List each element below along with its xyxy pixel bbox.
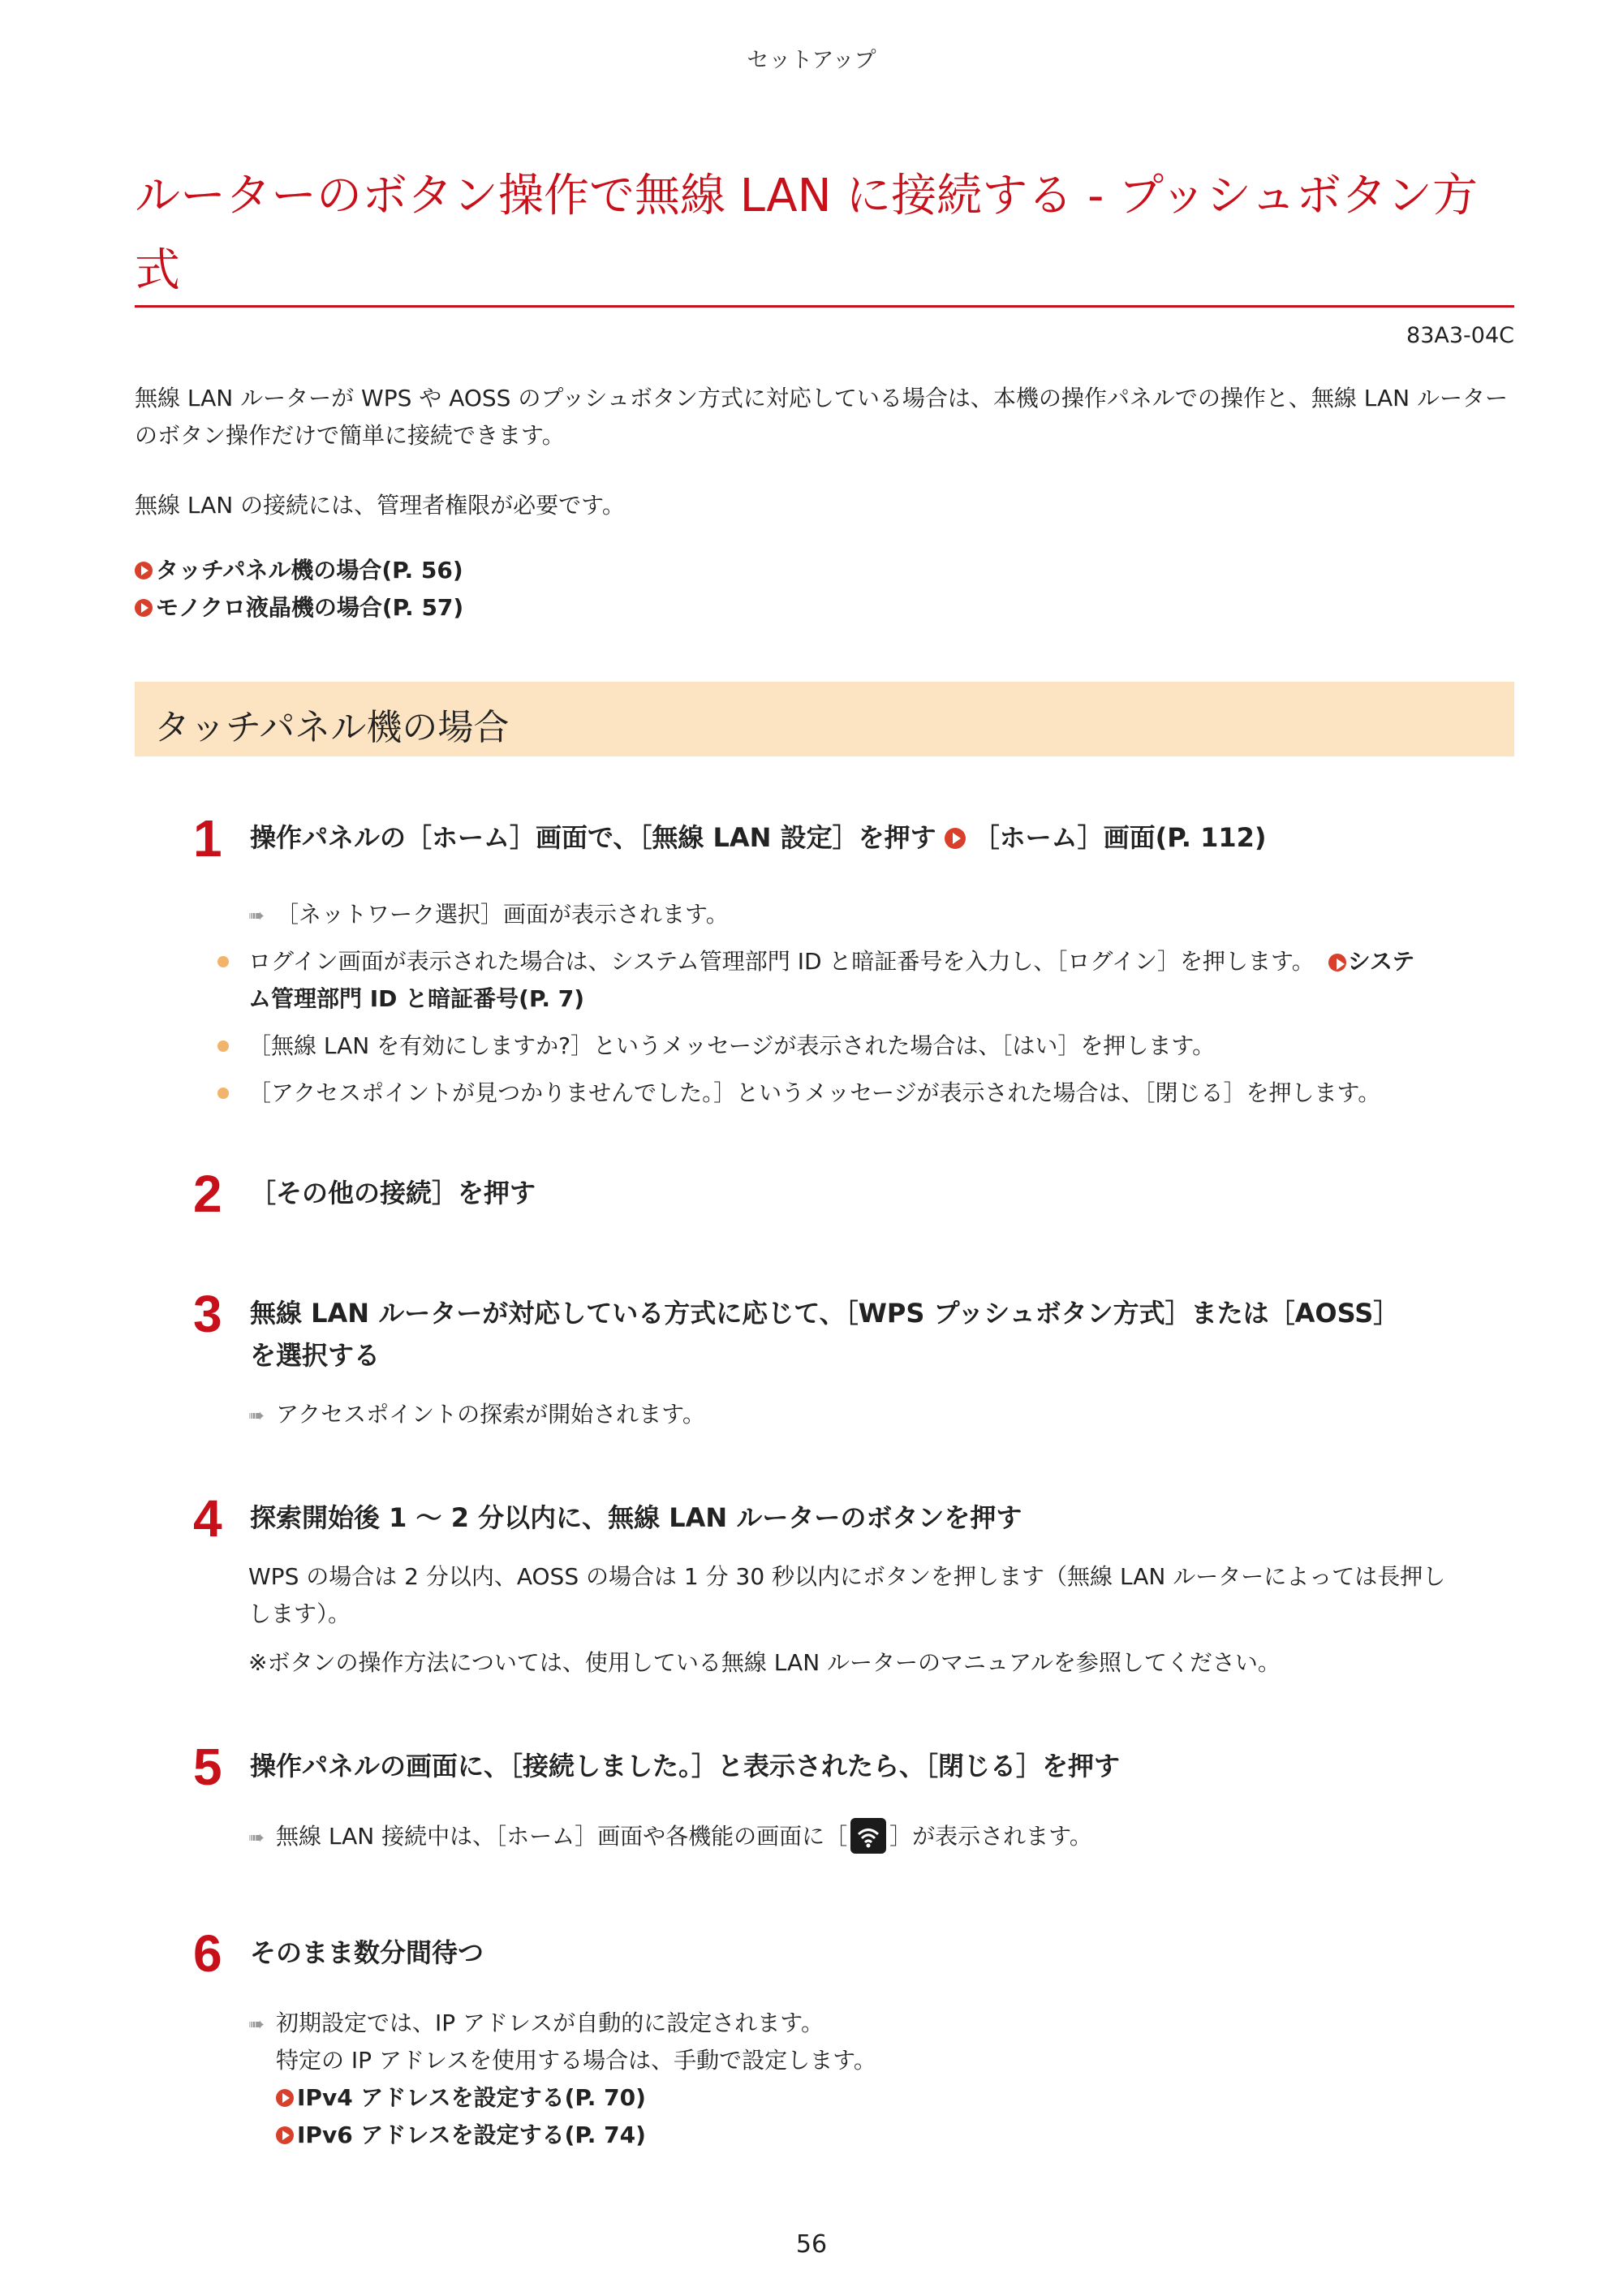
result-text: 初期設定では、IP アドレスが自動的に設定されます。 (276, 2010, 824, 2036)
document-code: 83A3-04C (1406, 323, 1514, 348)
section-header (135, 682, 1514, 756)
step-link-home[interactable]: ［ホーム］画面(P. 112) (973, 822, 1267, 853)
result-arrow-icon: ➠ (248, 1404, 265, 1427)
bullet-item (217, 943, 1514, 1018)
bullet-text: ［アクセスポイントが見つかりませんでした。］というメッセージが表示された場合は、［閉じる］を押します。 (248, 1079, 1381, 1106)
bullet-item (217, 1075, 1547, 1112)
step-heading: ［その他の接続］を押す (250, 1178, 536, 1208)
step-heading: 操作パネルの画面に、［接続しました。］と表示されたら、［閉じる］を押す (250, 1751, 1121, 1781)
result-arrow-icon: ➠ (248, 1826, 265, 1849)
link-arrow-icon (135, 599, 153, 617)
section-title: タッチパネル機の場合 (154, 707, 510, 748)
step-text: 操作パネルの［ホーム］画面で、［無線 LAN 設定］を押す (250, 822, 936, 853)
admin-note: 無線 LAN の接続には、管理者権限が必要です。 (135, 492, 625, 519)
result-text-b: ］が表示されます。 (889, 1823, 1092, 1850)
step-number: 1 (193, 809, 222, 868)
step-heading: そのまま数分間待つ (250, 1937, 484, 1968)
link-label: IPv6 アドレスを設定する(P. 74) (297, 2122, 646, 2148)
step-heading: 探索開始後 1 〜 2 分以内に、無線 LAN ルーターのボタンを押す (250, 1502, 1022, 1533)
wifi-icon (850, 1818, 886, 1854)
link-arrow-icon (276, 2126, 294, 2144)
result-text: ［ネットワーク選択］画面が表示されます。 (276, 901, 729, 928)
step-body-note: ※ボタンの操作方法については、使用している無線 LAN ルーターのマニュアルを参照してください。 (248, 1649, 1281, 1676)
bullet-item (217, 1027, 1547, 1065)
step-body (248, 1558, 1514, 1633)
step-result-detail: 特定の IP アドレスを使用する場合は、手動で設定します。 (276, 2047, 876, 2074)
step-number: 6 (193, 1924, 222, 1983)
step-number: 4 (193, 1489, 222, 1548)
link-arrow-icon (135, 562, 153, 579)
link-ipv4[interactable] (276, 2079, 646, 2117)
bullet-link-cont[interactable]: ム管理部門 ID と暗証番号(P. 7) (248, 985, 584, 1012)
result-text-a: 無線 LAN 接続中は、［ホーム］画面や各機能の画面に［ (276, 1823, 848, 1850)
link-ipv6[interactable] (276, 2117, 646, 2154)
bullet-link[interactable]: システ (1347, 948, 1415, 975)
link-arrow-icon (276, 2089, 294, 2107)
step-number: 3 (193, 1285, 222, 1343)
link-touch-panel[interactable] (135, 552, 463, 589)
running-header: セットアップ (747, 48, 876, 73)
link-label: IPv4 アドレスを設定する(P. 70) (297, 2084, 646, 2111)
intro-paragraph: 無線 LAN ルーターが WPS や AOSS のプッシュボタン方式に対応している場合は、本機の操作パネルでの操作と、無線 LAN ルーターのボタン操作だけで簡単に接続できます。 (135, 385, 1508, 449)
result-arrow-icon: ➠ (248, 904, 265, 927)
title-divider (135, 305, 1514, 308)
page-number: 56 (795, 2230, 828, 2259)
step-heading (250, 816, 1516, 859)
step-result (248, 1818, 1092, 1856)
result-arrow-icon: ➠ (248, 2013, 265, 2035)
link-mono-lcd[interactable] (135, 589, 463, 627)
step-result (248, 896, 729, 934)
bullet-icon (217, 1088, 229, 1099)
bullet-text: ［無線 LAN を有効にしますか?］というメッセージが表示された場合は、［はい］を押します。 (248, 1032, 1216, 1059)
step-heading (250, 1292, 1516, 1376)
body-line2: します）。 (248, 1600, 351, 1627)
body-line1: WPS の場合は 2 分以内、AOSS の場合は 1 分 30 秒以内にボタンを押します（無線 LAN ルーターによっては長押し (248, 1563, 1446, 1590)
bullet-icon (217, 956, 229, 967)
step-result (248, 2005, 824, 2043)
step-text-line1: 無線 LAN ルーターが対応している方式に応じて、［WPS プッシュボタン方式］または［AOSS］ (250, 1298, 1400, 1329)
link-arrow-icon (1328, 954, 1346, 971)
page-title: ルーターのボタン操作で無線 LAN に接続する - プッシュボタン方式 (135, 170, 1479, 297)
step-number: 2 (193, 1165, 222, 1223)
result-text: アクセスポイントの探索が開始されます。 (276, 1401, 705, 1428)
step-number: 5 (193, 1738, 222, 1796)
step-text-line2: を選択する (250, 1340, 381, 1371)
link-label: タッチパネル機の場合(P. 56) (156, 557, 463, 584)
link-label: モノクロ液晶機の場合(P. 57) (156, 594, 464, 621)
link-arrow-icon (945, 828, 966, 849)
bullet-text: ログイン画面が表示された場合は、システム管理部門 ID と暗証番号を入力し、［ログイン］を押します。 (248, 948, 1315, 975)
step-result (248, 1396, 705, 1434)
bullet-icon (217, 1040, 229, 1052)
